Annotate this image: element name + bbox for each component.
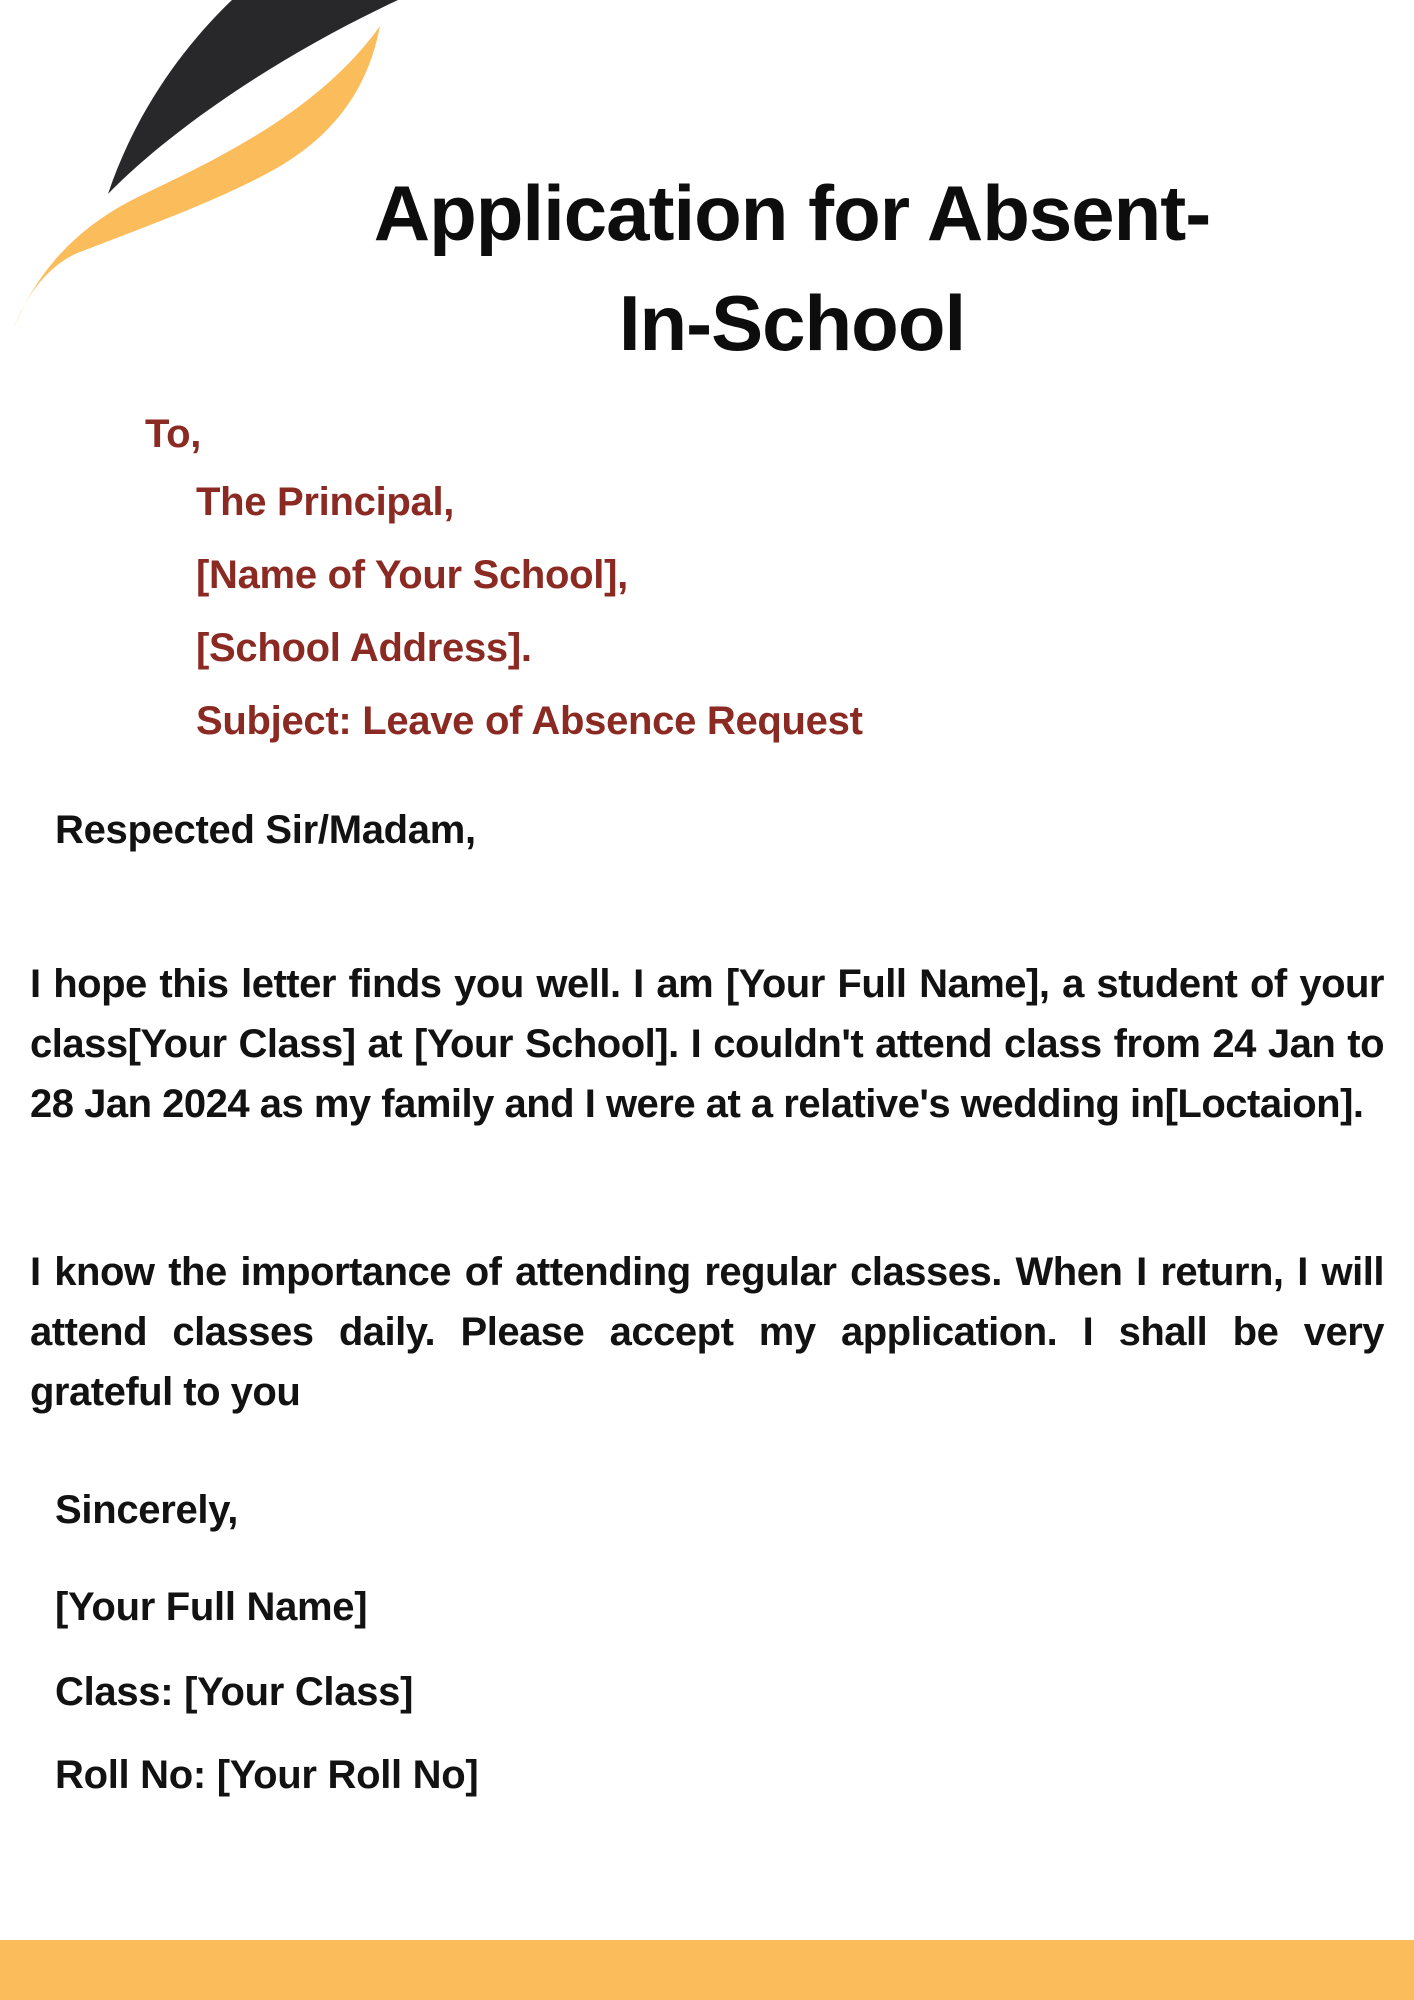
recipient-to: To,: [145, 412, 202, 456]
page-title-line-1: Application for Absent-: [373, 169, 1211, 257]
signature-roll-no: Roll No: [Your Roll No]: [55, 1753, 479, 1797]
subject-line: Subject: Leave of Absence Request: [196, 699, 863, 743]
recipient-line-school-address: [School Address].: [196, 626, 532, 670]
page-title: [170, 158, 1414, 378]
closing-sincerely: Sincerely,: [55, 1488, 239, 1532]
footer-accent-bar: [0, 1940, 1414, 2000]
salutation: Respected Sir/Madam,: [55, 808, 476, 852]
recipient-lines: [196, 478, 863, 745]
body-paragraph-2: I know the importance of attending regular classes. When I return, I will attend classes daily. Please accept my application. I shall be very grateful to you: [30, 1250, 1384, 1414]
signature-class: Class: [Your Class]: [55, 1670, 414, 1714]
recipient-block: [145, 410, 863, 770]
signature-full-name: [Your Full Name]: [55, 1585, 368, 1629]
recipient-line-school-name: [Name of Your School],: [196, 553, 628, 597]
recipient-line-principal: The Principal,: [196, 480, 455, 524]
page-title-line-2: In-School: [618, 279, 966, 367]
body-paragraph-1: I hope this letter finds you well. I am [Your Full Name], a student of your class[Your Class] at [Your School]. I couldn't attend class from 24 Jan to 28 Jan 2024 as my family and I were at a relative's wedding in[Loctaion].: [30, 962, 1384, 1126]
